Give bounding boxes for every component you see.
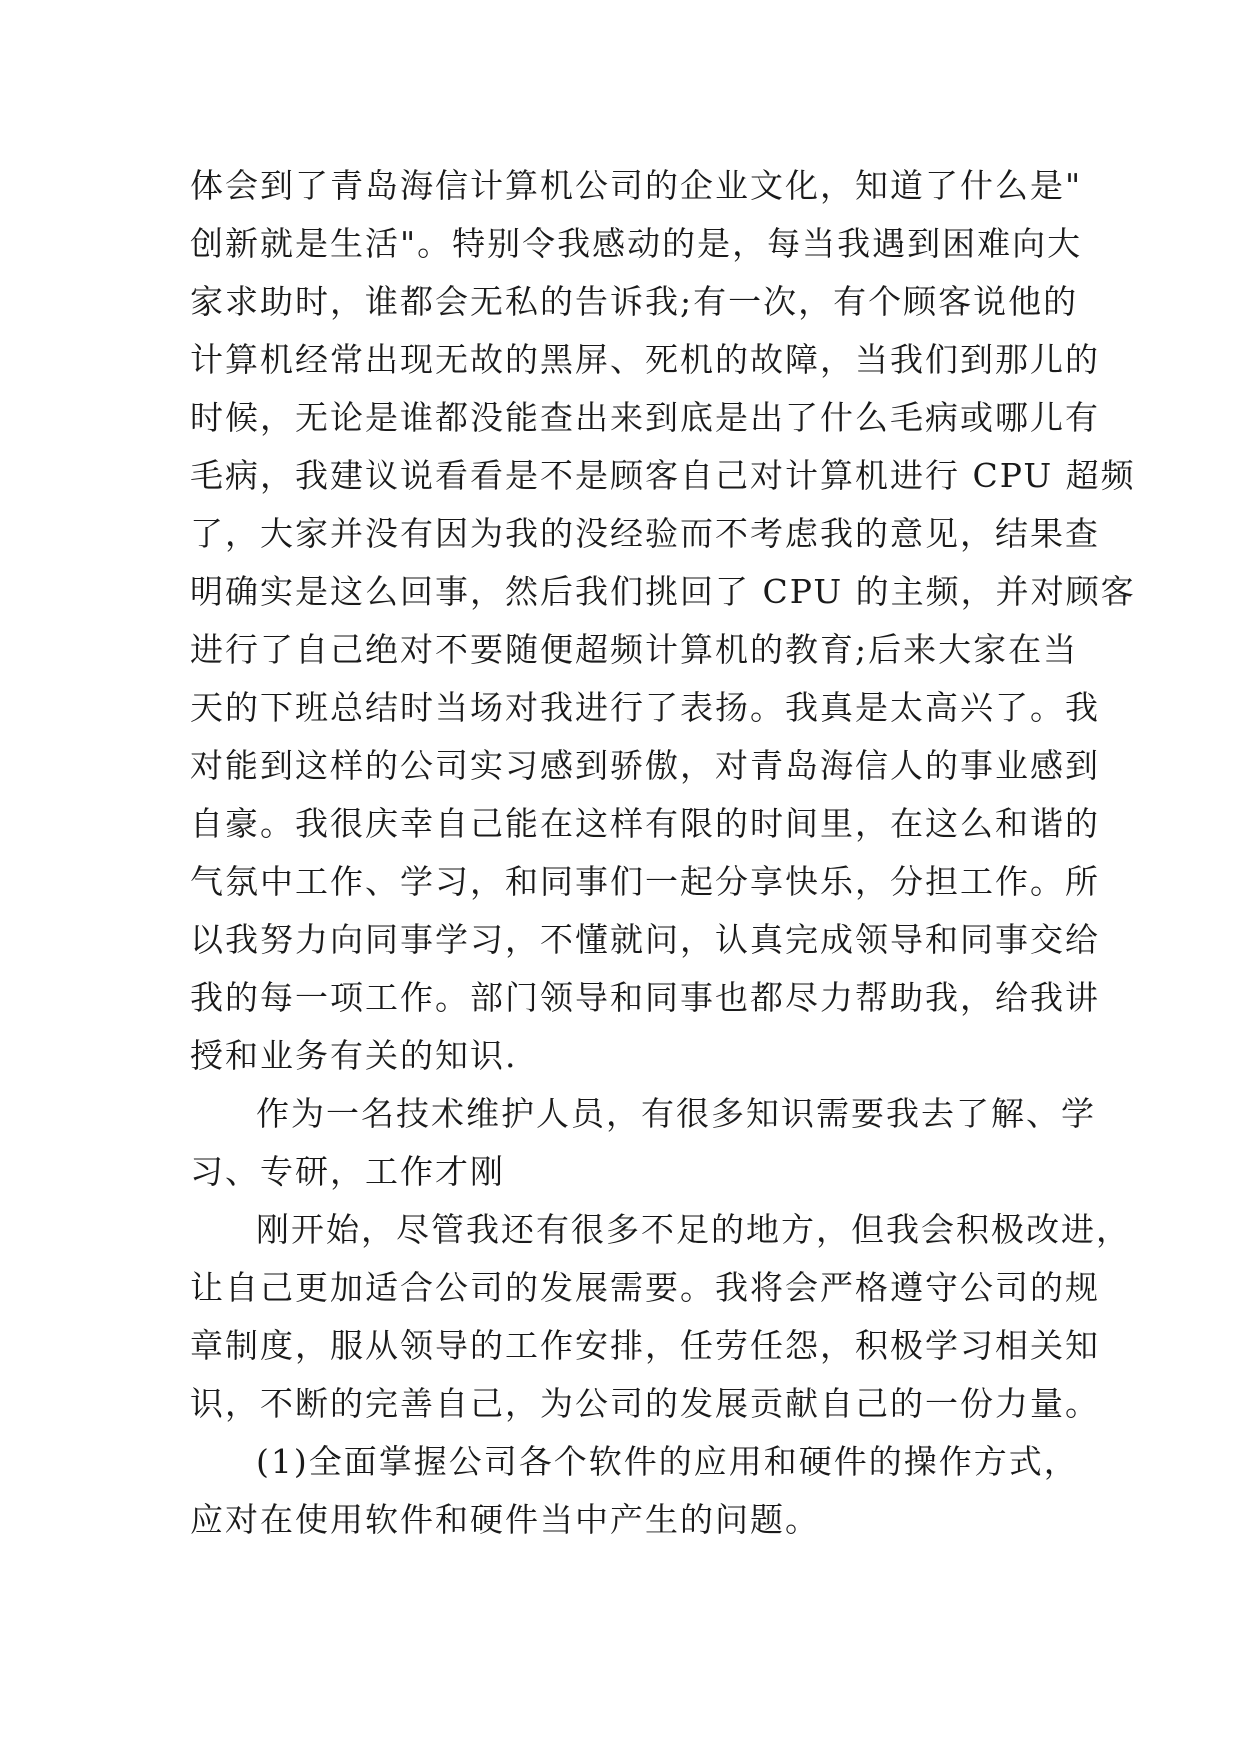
text-line: 自豪。我很庆幸自己能在这样有限的时间里，在这么和谐的 [190,804,1100,843]
text-line: 气氛中工作、学习，和同事们一起分享快乐，分担工作。所 [190,862,1100,901]
text-line: 作为一名技术维护人员，有很多知识需要我去了解、学 [256,1094,1096,1133]
text-line: 应对在使用软件和硬件当中产生的问题。 [190,1500,820,1539]
text-line: 我的每一项工作。部门领导和同事也都尽力帮助我，给我讲 [190,978,1100,1017]
text-line: 体会到了青岛海信计算机公司的企业文化，知道了什么是" [190,166,1083,205]
text-line: 习、专研，工作才刚 [190,1152,505,1191]
text-line: 进行了自己绝对不要随便超频计算机的教育;后来大家在当 [190,630,1079,669]
text-line: 授和业务有关的知识. [190,1036,518,1075]
text-line: 以我努力向同事学习，不懂就问，认真完成领导和同事交给 [190,920,1100,959]
text-line: 识，不断的完善自己，为公司的发展贡献自己的一份力量。 [190,1384,1100,1423]
text-line: 让自己更加适合公司的发展需要。我将会严格遵守公司的规 [190,1268,1100,1307]
text-line: 家求助时，谁都会无私的告诉我;有一次，有个顾客说他的 [190,282,1079,321]
text-line: 对能到这样的公司实习感到骄傲，对青岛海信人的事业感到 [190,746,1100,785]
text-line: 刚开始，尽管我还有很多不足的地方，但我会积极改进， [256,1210,1131,1249]
text-line: 了，大家并没有因为我的没经验而不考虑我的意见，结果查 [190,514,1100,553]
text-line: 毛病，我建议说看看是不是顾客自己对计算机进行 CPU 超频 [190,456,1136,495]
text-line: (1)全面掌握公司各个软件的应用和硬件的操作方式， [256,1442,1079,1481]
text-line: 时候，无论是谁都没能查出来到底是出了什么毛病或哪儿有 [190,398,1100,437]
text-line: 天的下班总结时当场对我进行了表扬。我真是太高兴了。我 [190,688,1100,727]
text-line: 创新就是生活"。特别令我感动的是，每当我遇到困难向大 [190,224,1083,263]
text-line: 计算机经常出现无故的黑屏、死机的故障，当我们到那儿的 [190,340,1100,379]
text-line: 章制度，服从领导的工作安排，任劳任怨，积极学习相关知 [190,1326,1100,1365]
text-line: 明确实是这么回事，然后我们挑回了 CPU 的主频，并对顾客 [190,572,1136,611]
body-text [190,157,1136,1549]
